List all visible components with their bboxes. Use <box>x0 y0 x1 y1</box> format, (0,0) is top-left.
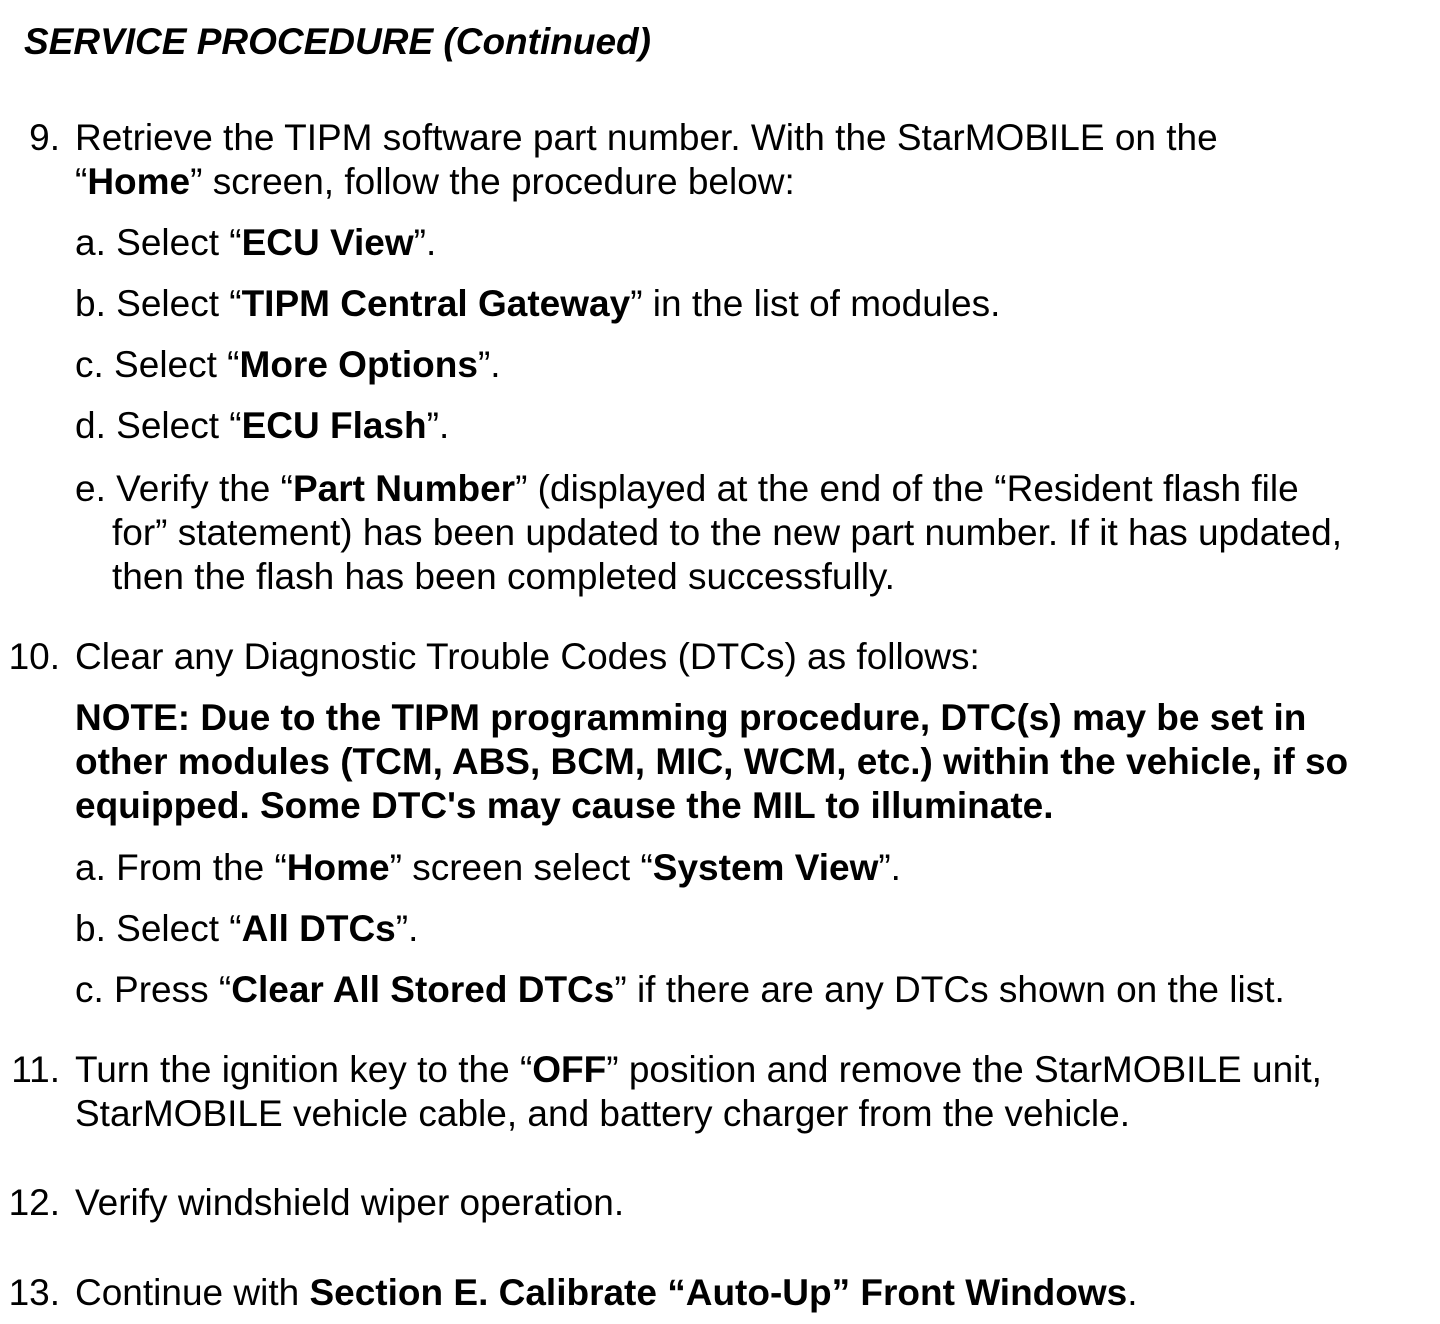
step-13-line-1: Continue with Section E. Calibrate “Auto-Up” Front Windows. <box>75 1272 1138 1313</box>
step-9-line-1: Retrieve the TIPM software part number. With the StarMOBILE on the <box>75 117 1218 158</box>
step-10-note-line-2: other modules (TCM, ABS, BCM, MIC, WCM, etc.) within the vehicle, if so <box>75 741 1349 782</box>
step-10c: c. Press “Clear All Stored DTCs” if there are any DTCs shown on the list. <box>75 969 1285 1010</box>
step-11-number: 11. <box>11 1049 60 1090</box>
step-12-number: 12. <box>8 1182 60 1223</box>
step-10a: a. From the “Home” screen select “System View”. <box>75 847 901 888</box>
step-9b: b. Select “TIPM Central Gateway” in the list of modules. <box>75 283 1001 324</box>
step-9-line-2: “Home” screen, follow the procedure below: <box>75 161 795 202</box>
step-11-line-1: Turn the ignition key to the “OFF” position and remove the StarMOBILE unit, <box>75 1049 1322 1090</box>
step-9a: a. Select “ECU View”. <box>75 222 437 263</box>
step-9-number: 9. <box>29 117 60 158</box>
step-10-note-line-1: NOTE: Due to the TIPM programming procedure, DTC(s) may be set in <box>75 697 1307 738</box>
step-10-line-1: Clear any Diagnostic Trouble Codes (DTCs) as follows: <box>75 636 980 677</box>
step-11-line-2: StarMOBILE vehicle cable, and battery charger from the vehicle. <box>75 1093 1131 1134</box>
step-10-note-line-3: equipped. Some DTC's may cause the MIL to illuminate. <box>75 785 1054 826</box>
step-9e-line-2: for” statement) has been updated to the new part number. If it has updated, <box>112 512 1342 553</box>
step-10-number: 10. <box>8 636 60 677</box>
step-9e-line-1: e. Verify the “Part Number” (displayed at the end of the “Resident flash file <box>75 468 1299 509</box>
step-9d: d. Select “ECU Flash”. <box>75 405 450 446</box>
page-title: SERVICE PROCEDURE (Continued) <box>24 21 651 62</box>
step-12-line-1: Verify windshield wiper operation. <box>75 1182 625 1223</box>
step-10b: b. Select “All DTCs”. <box>75 908 419 949</box>
step-13-number: 13. <box>8 1272 60 1313</box>
step-9c: c. Select “More Options”. <box>75 344 501 385</box>
step-9e-line-3: then the flash has been completed successfully. <box>112 556 895 597</box>
